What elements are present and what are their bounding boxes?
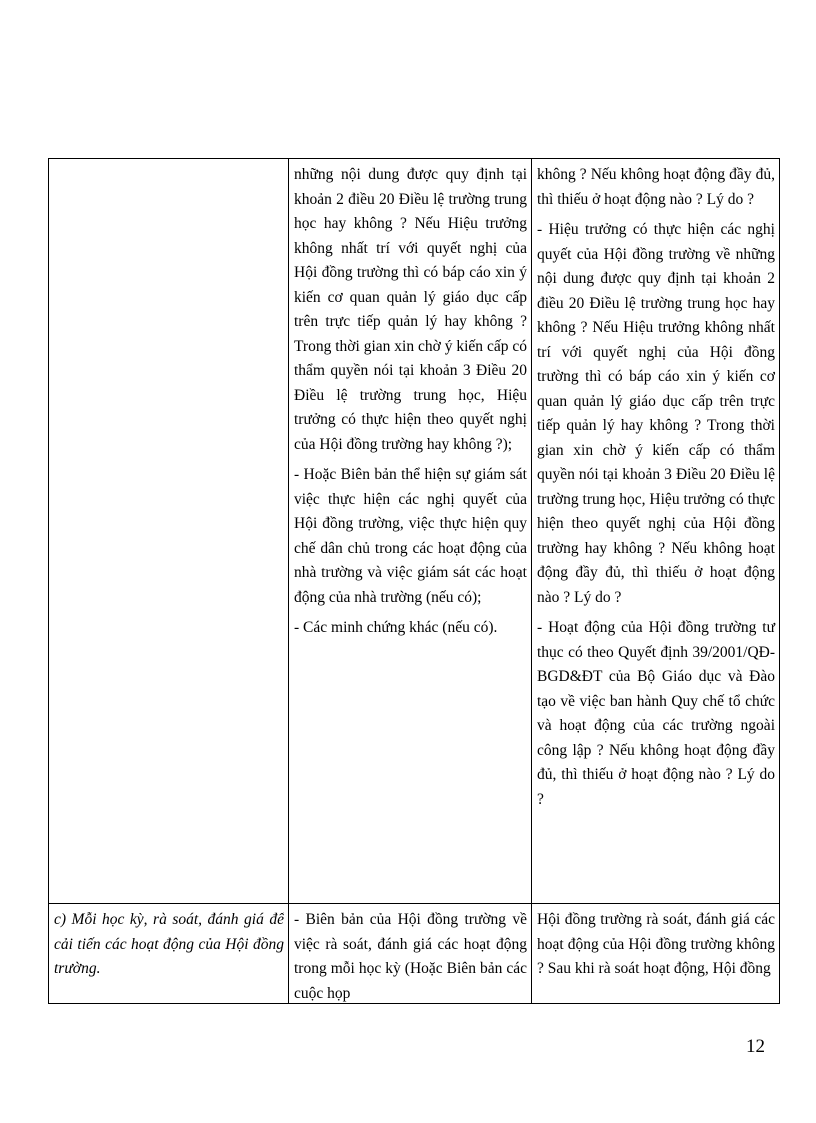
criterion-cell-empty (49, 159, 289, 904)
evidence-paragraph: - Các minh chứng khác (nếu có). (294, 619, 498, 636)
question-paragraph: không ? Nếu không hoạt động đầy đủ, thì thiếu ở hoạt động nào ? Lý do ? (537, 166, 775, 208)
page-number: 12 (746, 1036, 765, 1057)
criterion-cell (49, 904, 289, 1004)
question-paragraph: - Hoạt động của Hội đồng trường tư thục có theo Quyết định 39/2001/QĐ-BGD&ĐT của Bộ Giáo dục và Đào tạo về việc ban hành Quy chế tổ chức và hoạt động của các trường ngoài công lập ? Nếu không hoạt động đầy đủ, thì thiếu ở hoạt động nào ? Lý do ? (537, 619, 775, 808)
evidence-paragraph: - Biên bản của Hội đồng trường về việc rà soát, đánh giá các hoạt động trong mỗi học kỳ (Hoặc Biên bản các cuộc họp (294, 911, 527, 1002)
question-cell (532, 904, 780, 1004)
evaluation-table (48, 158, 780, 1004)
criterion-text: c) Mỗi học kỳ, rà soát, đánh giá để cải tiến các hoạt động của Hội đồng trường. (54, 911, 284, 977)
question-paragraph: Hội đồng trường rà soát, đánh giá các hoạt động của Hội đồng trường không ? Sau khi rà soát hoạt động, Hội đồng (537, 911, 775, 977)
question-paragraph: - Hiệu trưởng có thực hiện các nghị quyết của Hội đồng trường về những nội dung được quy định tại khoản 2 điều 20 Điều lệ trường trung học hay không ? Nếu Hiệu trưởng không nhất trí với quyết nghị của Hội đồng trường thì có báp cáo xin ý kiến cơ quan quản lý giáo dục cấp trên trực tiếp quản lý hay không ? Trong thời gian xin chờ ý kiến cấp có thẩm quyền nói tại khoản 3 Điều 20 Điều lệ trường trung học, Hiệu trưởng có thực hiện theo quyết nghị của Hội đồng trường hay không ? Nếu không hoạt động đầy đủ, thì thiếu ở hoạt động nào ? Lý do ? (537, 221, 775, 606)
evidence-cell (289, 904, 532, 1004)
table-row (49, 904, 780, 1004)
question-cell (532, 159, 780, 904)
evidence-cell (289, 159, 532, 904)
table-row (49, 159, 780, 904)
evidence-paragraph: - Hoặc Biên bản thể hiện sự giám sát việc thực hiện các nghị quyết của Hội đồng trường, việc thực hiện quy chế dân chủ trong các hoạt động của nhà trường và việc giám sát các hoạt động của nhà trường (nếu có); (294, 466, 527, 606)
evidence-paragraph: những nội dung được quy định tại khoản 2 điều 20 Điều lệ trường trung học hay không ? Nếu Hiệu trưởng không nhất trí với quyết nghị của Hội đồng trường thì có báp cáo xin ý kiến cơ quan quản lý giáo dục cấp trên trực tiếp quản lý hay không ? Trong thời gian xin chờ ý kiến cấp có thẩm quyền nói tại khoản 3 Điều 20 Điều lệ trường trung học, Hiệu trưởng có thực hiện theo quyết nghị của Hội đồng trường hay không ?); (294, 166, 527, 453)
